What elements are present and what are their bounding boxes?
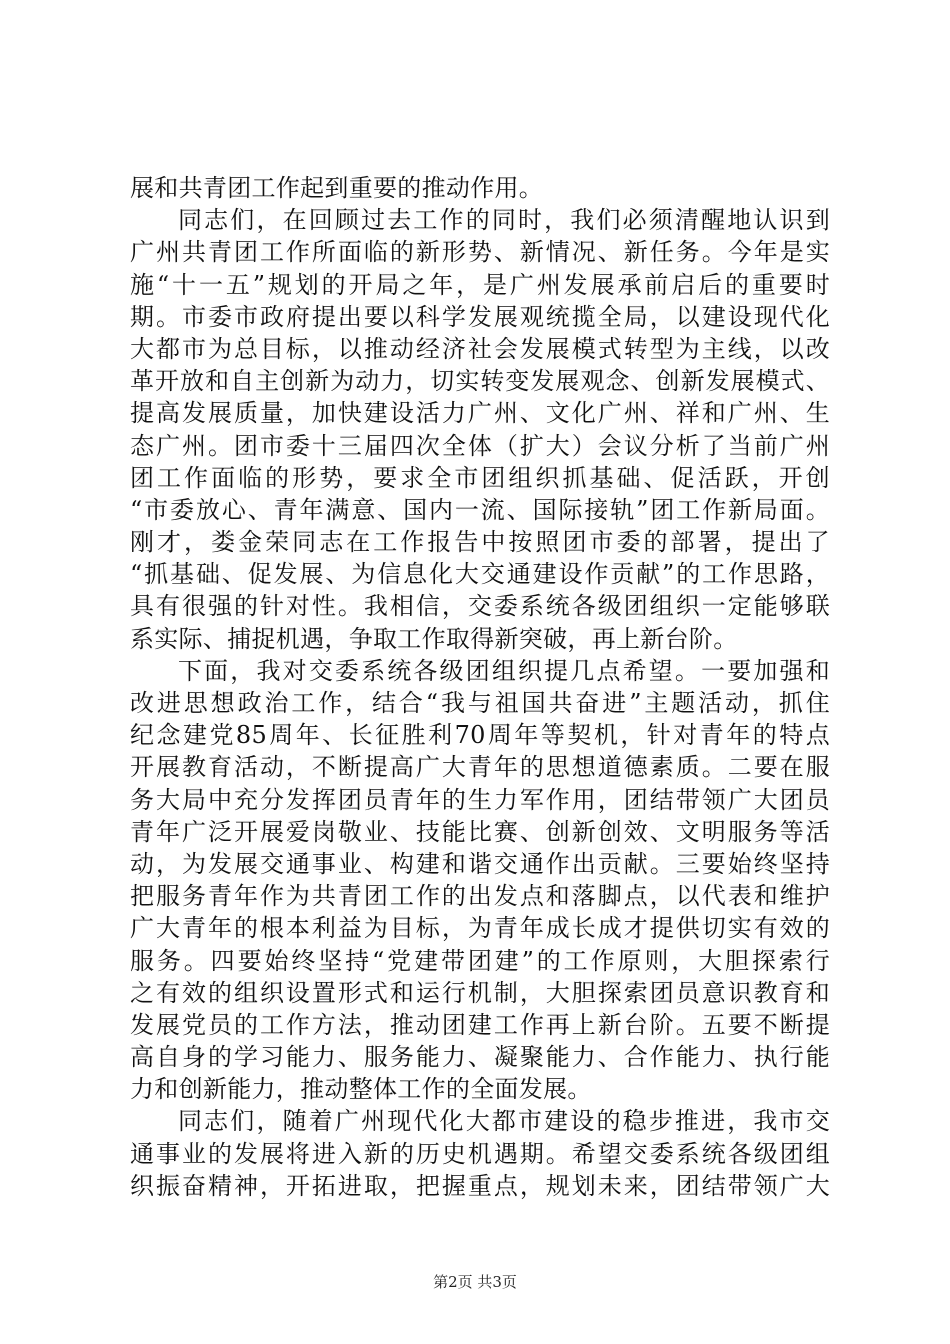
text-line: 开展教育活动，不断提高广大青年的思想道德素质。二要在服 — [130, 753, 830, 782]
text-line: 期。市委市政府提出要以科学发展观统揽全局，以建设现代化 — [130, 302, 830, 331]
text-line: 织振奋精神，开拓进取，把握重点，规划未来，团结带领广大 — [130, 1171, 830, 1200]
text-line: 刚才，娄金荣同志在工作报告中按照团市委的部署，提出了 — [130, 528, 830, 557]
page-number: 第2页 共3页 — [433, 1273, 517, 1291]
text-line: 同志们，在回顾过去工作的同时，我们必须清醒地认识到 — [178, 206, 830, 235]
body-text — [130, 172, 830, 1202]
text-line: 改进思想政治工作，结合“我与祖国共奋进”主题活动，抓住 — [130, 689, 830, 717]
text-line: 发展党员的工作方法，推动团建工作再上新台阶。五要不断提 — [130, 1010, 830, 1039]
text-line: 革开放和自主创新为动力，切实转变发展观念、创新发展模式、 — [130, 367, 830, 396]
text-line: 力和创新能力，推动整体工作的全面发展。 — [130, 1075, 592, 1104]
text-line: 系实际、捕捉机遇，争取工作取得新突破，再上新台阶。 — [130, 624, 738, 653]
text-line: 大都市为总目标，以推动经济社会发展模式转型为主线，以改 — [130, 334, 830, 363]
text-line: “抓基础、促发展、为信息化大交通建设作贡献”的工作思路， — [130, 560, 830, 589]
text-line: 广州共青团工作所面临的新形势、新情况、新任务。今年是实 — [130, 238, 830, 267]
text-line: 务大局中充分发挥团员青年的生力军作用，团结带领广大团员 — [130, 785, 830, 814]
text-line: 广大青年的根本利益为目标，为青年成长成才提供切实有效的 — [130, 914, 830, 943]
text-line: 提高发展质量，加快建设活力广州、文化广州、祥和广州、生 — [130, 399, 830, 428]
text-line: 下面，我对交委系统各级团组织提几点希望。一要加强和 — [178, 656, 830, 685]
text-line: 纪念建党85周年、长征胜利70周年等契机，针对青年的特点 — [130, 721, 830, 750]
text-line: 青年广泛开展爱岗敬业、技能比赛、创新创效、文明服务等活 — [130, 817, 830, 846]
text-line: 高自身的学习能力、服务能力、凝聚能力、合作能力、执行能 — [130, 1043, 830, 1072]
text-line: 把服务青年作为共青团工作的出发点和落脚点，以代表和维护 — [130, 882, 830, 911]
text-line: 同志们，随着广州现代化大都市建设的稳步推进，我市交 — [178, 1107, 830, 1136]
text-line: 态广州。团市委十三届四次全体（扩大）会议分析了当前广州 — [130, 431, 830, 460]
text-line: 具有很强的针对性。我相信，交委系统各级团组织一定能够联 — [130, 592, 830, 621]
text-line: 服务。四要始终坚持“党建带团建”的工作原则，大胆探索行 — [130, 946, 830, 975]
text-line: 通事业的发展将进入新的历史机遇期。希望交委系统各级团组 — [130, 1139, 830, 1168]
text-line: 施“十一五”规划的开局之年，是广州发展承前启后的重要时 — [130, 270, 830, 299]
text-line: 动，为发展交通事业、构建和谐交通作出贡献。三要始终坚持 — [130, 849, 830, 878]
text-line: 展和共青团工作起到重要的推动作用。 — [130, 174, 544, 202]
text-line: 团工作面临的形势，要求全市团组织抓基础、促活跃，开创 — [130, 463, 830, 492]
text-line: 之有效的组织设置形式和运行机制，大胆探索团员意识教育和 — [130, 978, 830, 1007]
text-line: “市委放心、青年满意、国内一流、国际接轨”团工作新局面。 — [130, 495, 830, 524]
